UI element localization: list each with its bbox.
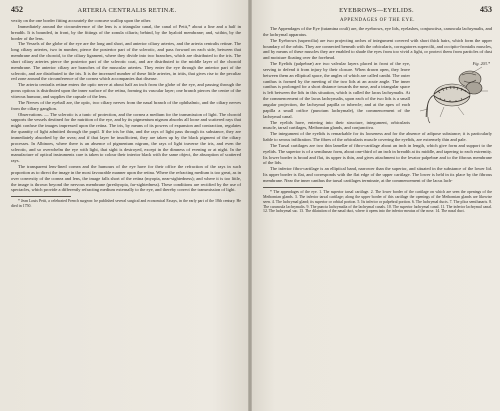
left-page-number: 452 [11, 5, 23, 14]
left-paragraph: The transparent lens-lined cornea and the humours of the eye have for their office the refraction of the rays in such proportion as to direct the image in the most favourable manner upon the retina. Where the refracting medium is too great, as in over convexity of the cornea and lens, the image falls short of the retina (myopia, near-sightedness); and where it is too little, the image is thrown beyond the nervous membrane (presbyopia, far-sightedness). These conditions are rectified by the use of spectacles, which provide a differently refracting medium externally to the eye, and thereby correct the transmission of light. [11, 164, 241, 193]
left-running-head [11, 5, 241, 14]
right-paragraph: The eyelids have, entering into their structure, integument, orbicularis muscle, tarsal cartilages, Meibomian glands, and conjunctiva. [263, 119, 410, 131]
eye-illustration [414, 61, 492, 125]
left-footnote [11, 199, 241, 209]
left-paragraph: Observations. — The sclerotic is a tunic of protection, and the cornea a medium for the transmission of light. The choroid supports the vessels destined for the nutrition of the eye, and by its pigmentum nigrum absorbs all loose and scattered rays that might confuse the images impressed upon the retina. The iris, by means of its powers of expansion and contraction, regulates the quantity of light admitted through the pupil. If the iris be thin, and the rays of light pass through its substance, they are immediately absorbed by the uvea; and if that layer be insufficient, they are taken up by the black pigment of the ciliary processes. In Albinoes, where there is an absence of pigmentum nigrum, the rays of light traverse the iris, and even the sclerotic, and so overwhelm the eye with light, that sight is destroyed, except in the dimness of evening or at night. In the manufacture of optical instruments care is taken to colour their interior black with the same object, the absorption of scattered rays. [11, 111, 241, 164]
right-page [250, 0, 500, 411]
right-footnote-rule [263, 187, 323, 188]
right-paragraph: The Eyebrows (supercilia) are two projecting arches of integument covered with short thick hairs, which form the upper boundary of the orbits. They are connected beneath with the orbicularis, corrugatores supercilii, and occipito-frontalis muscles, and by means of these muscles they are enabled to shade the eyes from too vivid a light, or protect them from particles of dust and moisture floating over the forehead. [263, 37, 492, 61]
figure-label: Fig. 203.* [472, 61, 490, 67]
right-paragraph: The integument of the eyelids is remarkable for its looseness and for the absence of adipose substance; it is particularly liable to serous infiltration. The fibres of the orbicularis muscle covering the eyelids, are extremely thin and pale. [263, 131, 492, 143]
section-title: APPENDAGES OF THE EYE. [339, 18, 416, 23]
right-running-head [263, 5, 492, 14]
left-paragraph: The Nerves of the eyeball are, the optic, two ciliary nerves from the nasal branch of the ophthalmic, and the ciliary nerves from the ciliary ganglion. [11, 99, 241, 111]
left-footnote-text: * Jean Louis Petit, a celebrated French surgeon: he published several surgical and economical Essays, in the early part of the 18th century. He died in 1750. [11, 199, 241, 209]
right-paragraph: The Tarsal cartilages are two thin lamellæ of fibro-cartilage about an inch in length, which give form and support to the eyelids. The superior is of a semilunar form, about one-third of an inch in breadth at its middle, and tapering to each extremity. Its lower border is broad and flat, its upper is thin, and gives attachment to the levator palpebræ and to the fibrous membrane of the lids. [263, 142, 492, 166]
right-body-text [263, 26, 492, 184]
left-paragraph: Immediately around the circumference of the lens is a triangular canal, the canal of Petit,* about a line and a half in breadth. It is bounded, in front, by the fittings of the zonula ciliaris; behind, by the hyaloid membrane; and, within, by the border of the lens. [11, 23, 241, 41]
right-paragraph: The inferior fibro-cartilage is an elliptical band, narrower than the superior, and situated in the substance of the lower lid. Its upper border is flat, and corresponds with the flat edge of the upper cartilage. The lower is held in its place by the fibrous membrane. Near the inner canthus the tarsal cartilages terminate, at the commencement of the lacus lach- [263, 166, 492, 183]
left-body-text [11, 18, 241, 193]
left-paragraph: vexity on the one border fitting accurately the concave scallop upon the other. [11, 18, 152, 23]
right-paragraph: The Appendages of the Eye (tutamina oculi) are, the eyebrows, eye lids, eyelashes, conjunctiva, caruncula lachrymalis, and the lachrymal apparatus. [263, 26, 492, 37]
eye-appendages-figure [414, 61, 492, 125]
left-paragraph: The Vessels of the globe of the eye are the long and short, and anterior ciliary arteries, and the arteria centralis retinæ. The long ciliary arteries, two in number, pierce the posterior part of the sclerotic, and pass forward on each side, between that membrane and the choroid, to the ciliary ligament, where they divide into two branches, which are distributed to the iris. The short ciliary arteries pierce the posterior part of the sclerotic coat, and are distributed to the middle layer of the choroid membrane. The anterior ciliary are branches of the muscular arteries. They enter the eye through the anterior part of the sclerotic, and are distributed to the iris. It is the increased number of these little arteries, in iritis, that gives rise to the peculiar red zone around the circumference of the cornea which accompanies that disease. [11, 41, 241, 82]
left-paragraph: The arteria centralis retinæ enters the optic nerve at about half an inch from the globe of the eye, and passing through the porus opticus is distributed upon the inner surface of the retina, forming its vascular layer; one branch pierces the centre of the vitreous humour, and supplies the capsule of the lens. [11, 82, 241, 99]
left-footnote-rule [11, 196, 71, 197]
book-gutter [248, 0, 252, 411]
right-footnote-text: * The appendages of the eye. 1. The superior tarsal cartilage. 2. The lower border of the cartilage on which are seen the openings of the Meibomian glands. 3. The inferior tarsal cartilage; along the upper border of this cartilage the openings of the Meibomian glands are likewise seen. 4. The lachrymal gland; its superior or orbital portion. 5. Its inferior or palpebral portion. 6. The lachrymal ducts. 7. The plica semilunaris. 8. The caruncula lachrymalis. 9. The puncta lachrymalia of the lachrymal canals. 10. The superior lachrymal canal. 11. The inferior lachrymal canal. 12. The lachrymal sac. 13. The dilatation of the nasal duct, where it opens into the inferior meatus of the nose. 14. The nasal duct. [263, 189, 492, 214]
right-footnote [263, 190, 492, 215]
right-running-title: EYEBROWS—EYELIDS. [339, 7, 414, 14]
right-page-number: 453 [480, 5, 492, 14]
left-running-title: ARTERIA CENTRALIS RETINÆ. [77, 7, 177, 14]
right-paragraph: The Eyelids (palpebræ) are two valvular layers placed in front of the eye, serving to defend it from injury by their closure. When drawn open, they leave between them an elliptical space, the angles of which are called canthi. The outer canthus is formed by the meeting of the two lids at an acute angle. The inner canthus is prolonged for a short distance towards the nose, and a triangular space is left between the lids in this situation, which is called the lacus lachrymalis. At the commencement of the lacus lachrymalis, upon each of the two lids is a small angular projection, the lachrymal papilla or tubercle; and at the apex of each papilla a small orifice (punctum lachrymale), the commencement of the lachrymal canal. [263, 61, 410, 119]
